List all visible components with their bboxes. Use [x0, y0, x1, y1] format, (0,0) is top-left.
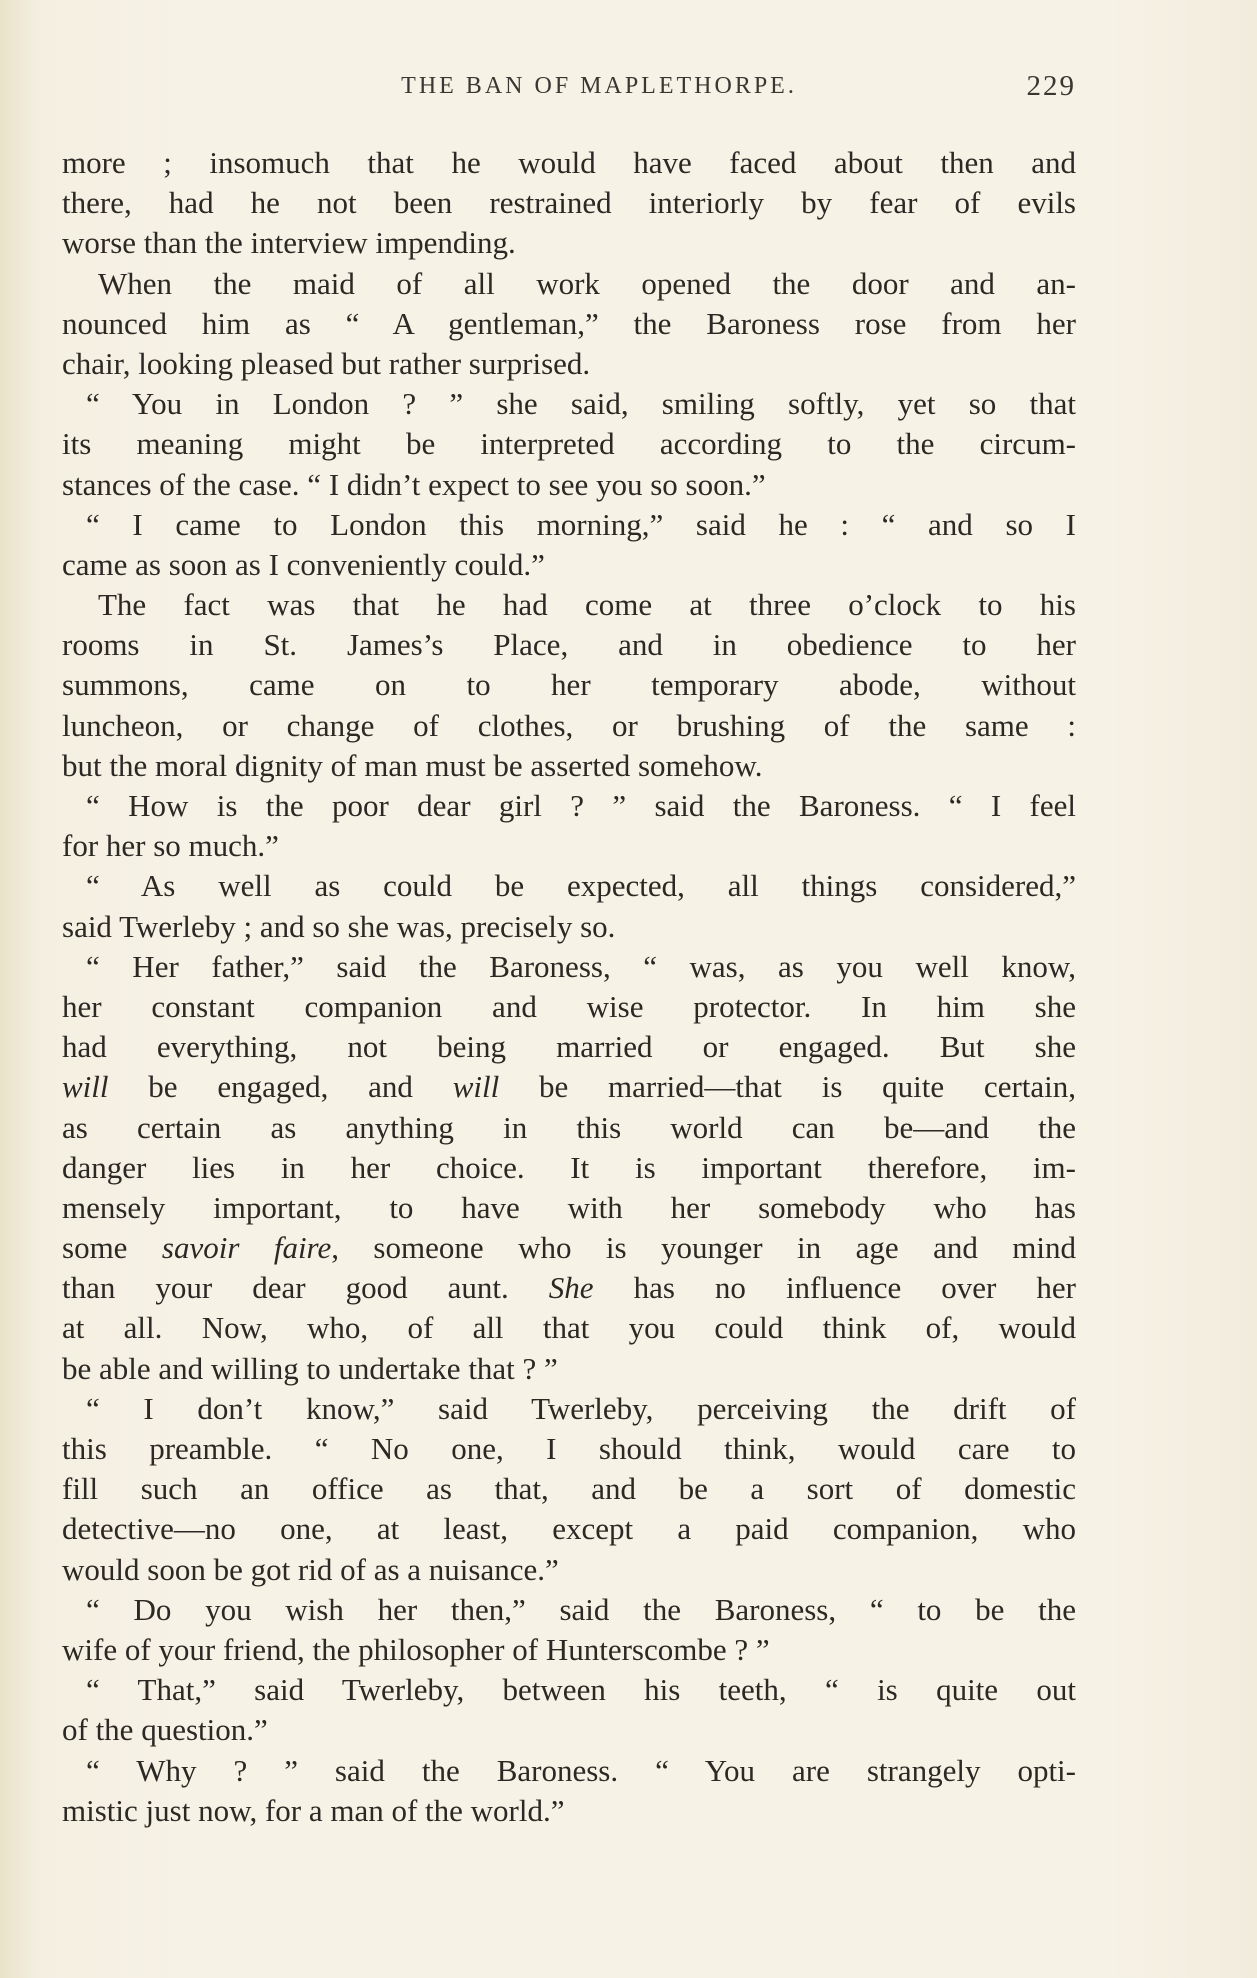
text-line: than your dear good aunt. She has no influence over her — [62, 1270, 1076, 1306]
text-line: “ That,” said Twerleby, between his teeth, “ is quite out — [86, 1672, 1076, 1708]
text-line: there, had he not been restrained interiorly by fear of evils — [62, 185, 1076, 221]
body-text — [62, 143, 1076, 1831]
text-line: its meaning might be interpreted according to the circum- — [62, 426, 1076, 462]
italic-text: She — [548, 1270, 594, 1306]
text-line: at all. Now, who, of all that you could think of, would — [62, 1310, 1076, 1346]
text-line: “ I came to London this morning,” said he : “ and so I — [86, 506, 1076, 542]
running-header — [62, 68, 1076, 104]
text-line: nounced him as “ A gentleman,” the Baroness rose from her — [62, 305, 1076, 341]
text-line: for her so much.” — [62, 828, 279, 864]
text-line: “ As well as could be expected, all things considered,” — [86, 868, 1076, 904]
text-line: “ Why ? ” said the Baroness. “ You are strangely opti- — [86, 1752, 1076, 1788]
text-line: came as soon as I conveniently could.” — [62, 546, 545, 582]
text-line: some savoir faire, someone who is younger in age and mind — [62, 1230, 1076, 1266]
text-line: her constant companion and wise protector. In him she — [62, 988, 1076, 1024]
text-line: danger lies in her choice. It is important therefore, im- — [62, 1149, 1076, 1185]
text-line: had everything, not being married or engaged. But she — [62, 1029, 1076, 1065]
text-line: “ Do you wish her then,” said the Baroness, “ to be the — [86, 1591, 1076, 1627]
text-line: detective—no one, at least, except a paid companion, who — [62, 1511, 1076, 1547]
text-line: as certain as anything in this world can be—and the — [62, 1109, 1076, 1145]
text-line: mistic just now, for a man of the world.” — [62, 1792, 565, 1828]
text-line: worse than the interview impending. — [62, 225, 516, 261]
text-line: “ How is the poor dear girl ? ” said the Baroness. “ I feel — [86, 788, 1076, 823]
text-line: chair, looking pleased but rather surprised. — [62, 345, 591, 381]
text-line: stances of the case. “ I didn’t expect to see you so soon.” — [62, 466, 766, 502]
text-line: of the question.” — [62, 1712, 268, 1748]
text-line: The fact was that he had come at three o’clock to his — [98, 587, 1076, 623]
page-number: 229 — [1026, 70, 1076, 102]
text-line: this preamble. “ No one, I should think, would care to — [62, 1431, 1076, 1466]
text-line: When the maid of all work opened the door and an- — [98, 265, 1076, 301]
italic-text: will — [62, 1069, 109, 1105]
text-line: will be engaged, and will be married—that is quite certain, — [62, 1069, 1077, 1105]
text-line: would soon be got rid of as a nuisance.” — [62, 1551, 559, 1587]
text-line: but the moral dignity of man must be asserted somehow. — [62, 747, 763, 783]
italic-text: will — [452, 1069, 500, 1105]
text-line: rooms in St. James’s Place, and in obedience to her — [62, 627, 1076, 663]
text-line: fill such an office as that, and be a sort of domestic — [62, 1471, 1076, 1507]
text-line: “ You in London ? ” she said, smiling softly, yet so that — [86, 386, 1076, 422]
text-line: mensely important, to have with her somebody who has — [62, 1189, 1076, 1225]
text-line: more ; insomuch that he would have faced about then and — [62, 145, 1076, 180]
text-line: said Twerleby ; and so she was, precisely so. — [62, 908, 616, 944]
running-title: THE BAN OF MAPLETHORPE. — [401, 73, 797, 99]
text-line: wife of your friend, the philosopher of Hunterscombe ? ” — [62, 1631, 770, 1667]
text-line: luncheon, or change of clothes, or brushing of the same : — [62, 707, 1076, 743]
text-line: “ Her father,” said the Baroness, “ was, as you well know, — [86, 948, 1076, 984]
text-line: summons, came on to her temporary abode, without — [62, 667, 1076, 703]
text-line: “ I don’t know,” said Twerleby, perceiving the drift of — [86, 1390, 1076, 1426]
italic-text: savoir faire — [161, 1230, 332, 1266]
text-line: be able and willing to undertake that ? ” — [62, 1350, 558, 1386]
